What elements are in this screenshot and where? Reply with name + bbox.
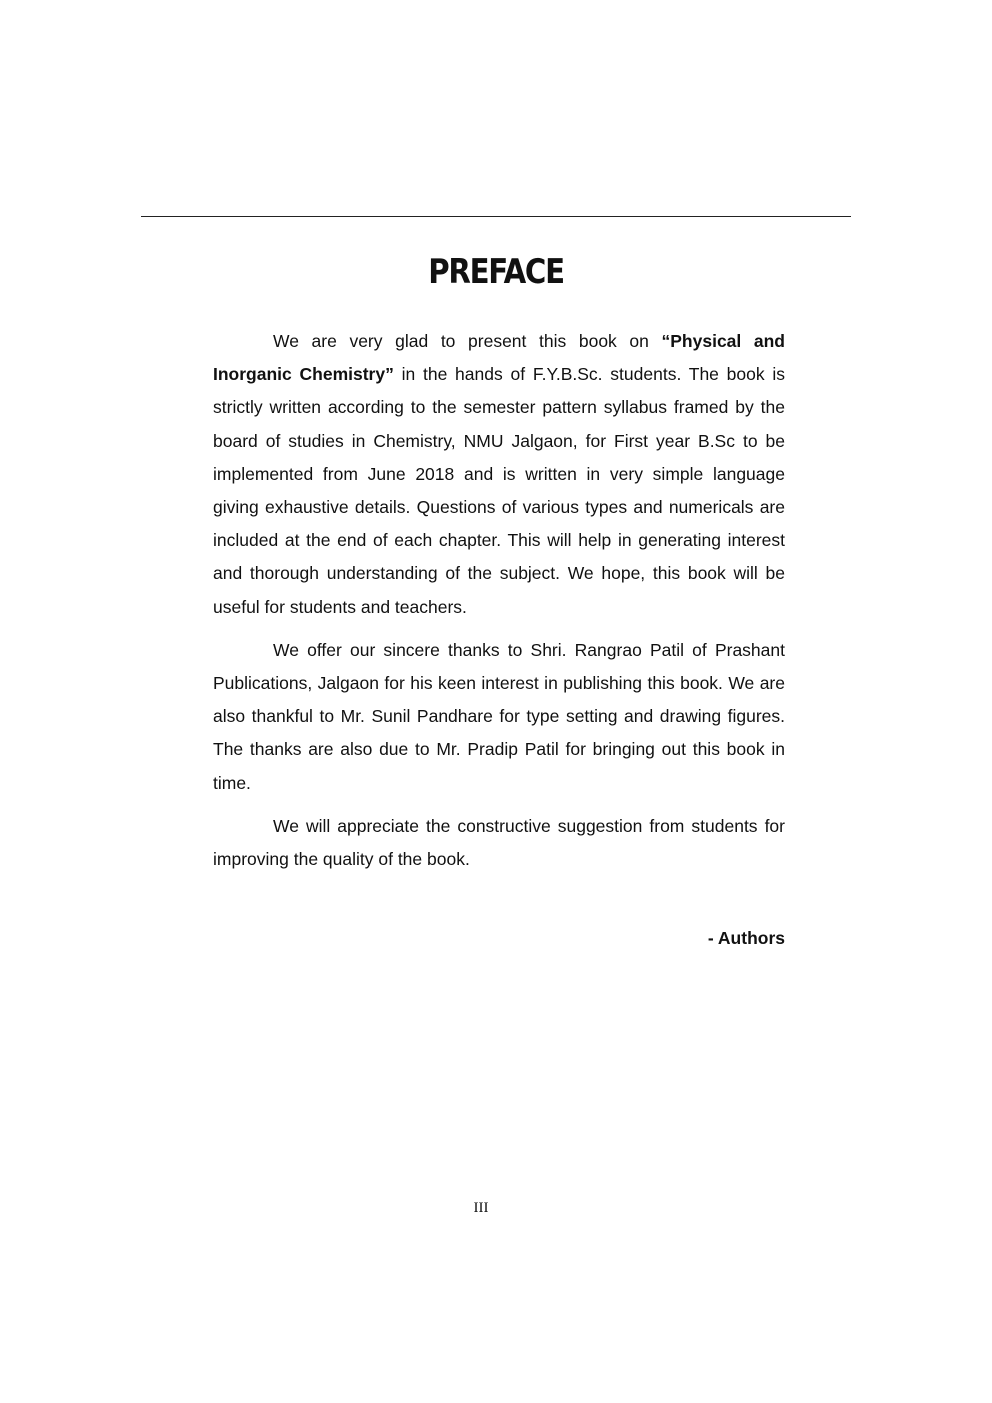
paragraph-suggestion: We will appreciate the constructive suggestion from students for improving the quality of the book. <box>213 815 785 870</box>
paragraph-thanks: We offer our sincere thanks to Shri. Rangrao Patil of Prashant Publications, Jalgaon for his keen interest in publishing this book. We are also thankful to Mr. Sunil Pandhare for type setting and drawing figures. The thanks are also due to Mr. Pradip Patil for bringing out this book in time. <box>213 639 785 793</box>
book-title: “Physical and Inorganic Chemistry” <box>213 331 785 385</box>
page-number: III <box>473 1200 489 1216</box>
paragraph-intro-rest: in the hands of F.Y.B.Sc. students. The book is strictly written according to the semester pattern syllabus framed by the board of studies in Chemistry, NMU Jalgaon, for First year B.Sc to be implemented from June 2018 and is written in very simple language giving exhaustive details. Questions of various types and numericals are included at the end of each chapter. This will help in generating interest and thorough understanding of the subject. We hope, this book will be useful for students and teachers. <box>213 364 785 617</box>
top-divider <box>141 216 851 217</box>
authors-signature: - Authors <box>707 928 785 948</box>
paragraph-intro <box>213 325 785 624</box>
page-title: PREFACE <box>428 252 564 292</box>
preface-body <box>213 325 785 886</box>
paragraph-intro-lead: We are very glad to present this book on <box>273 331 662 351</box>
